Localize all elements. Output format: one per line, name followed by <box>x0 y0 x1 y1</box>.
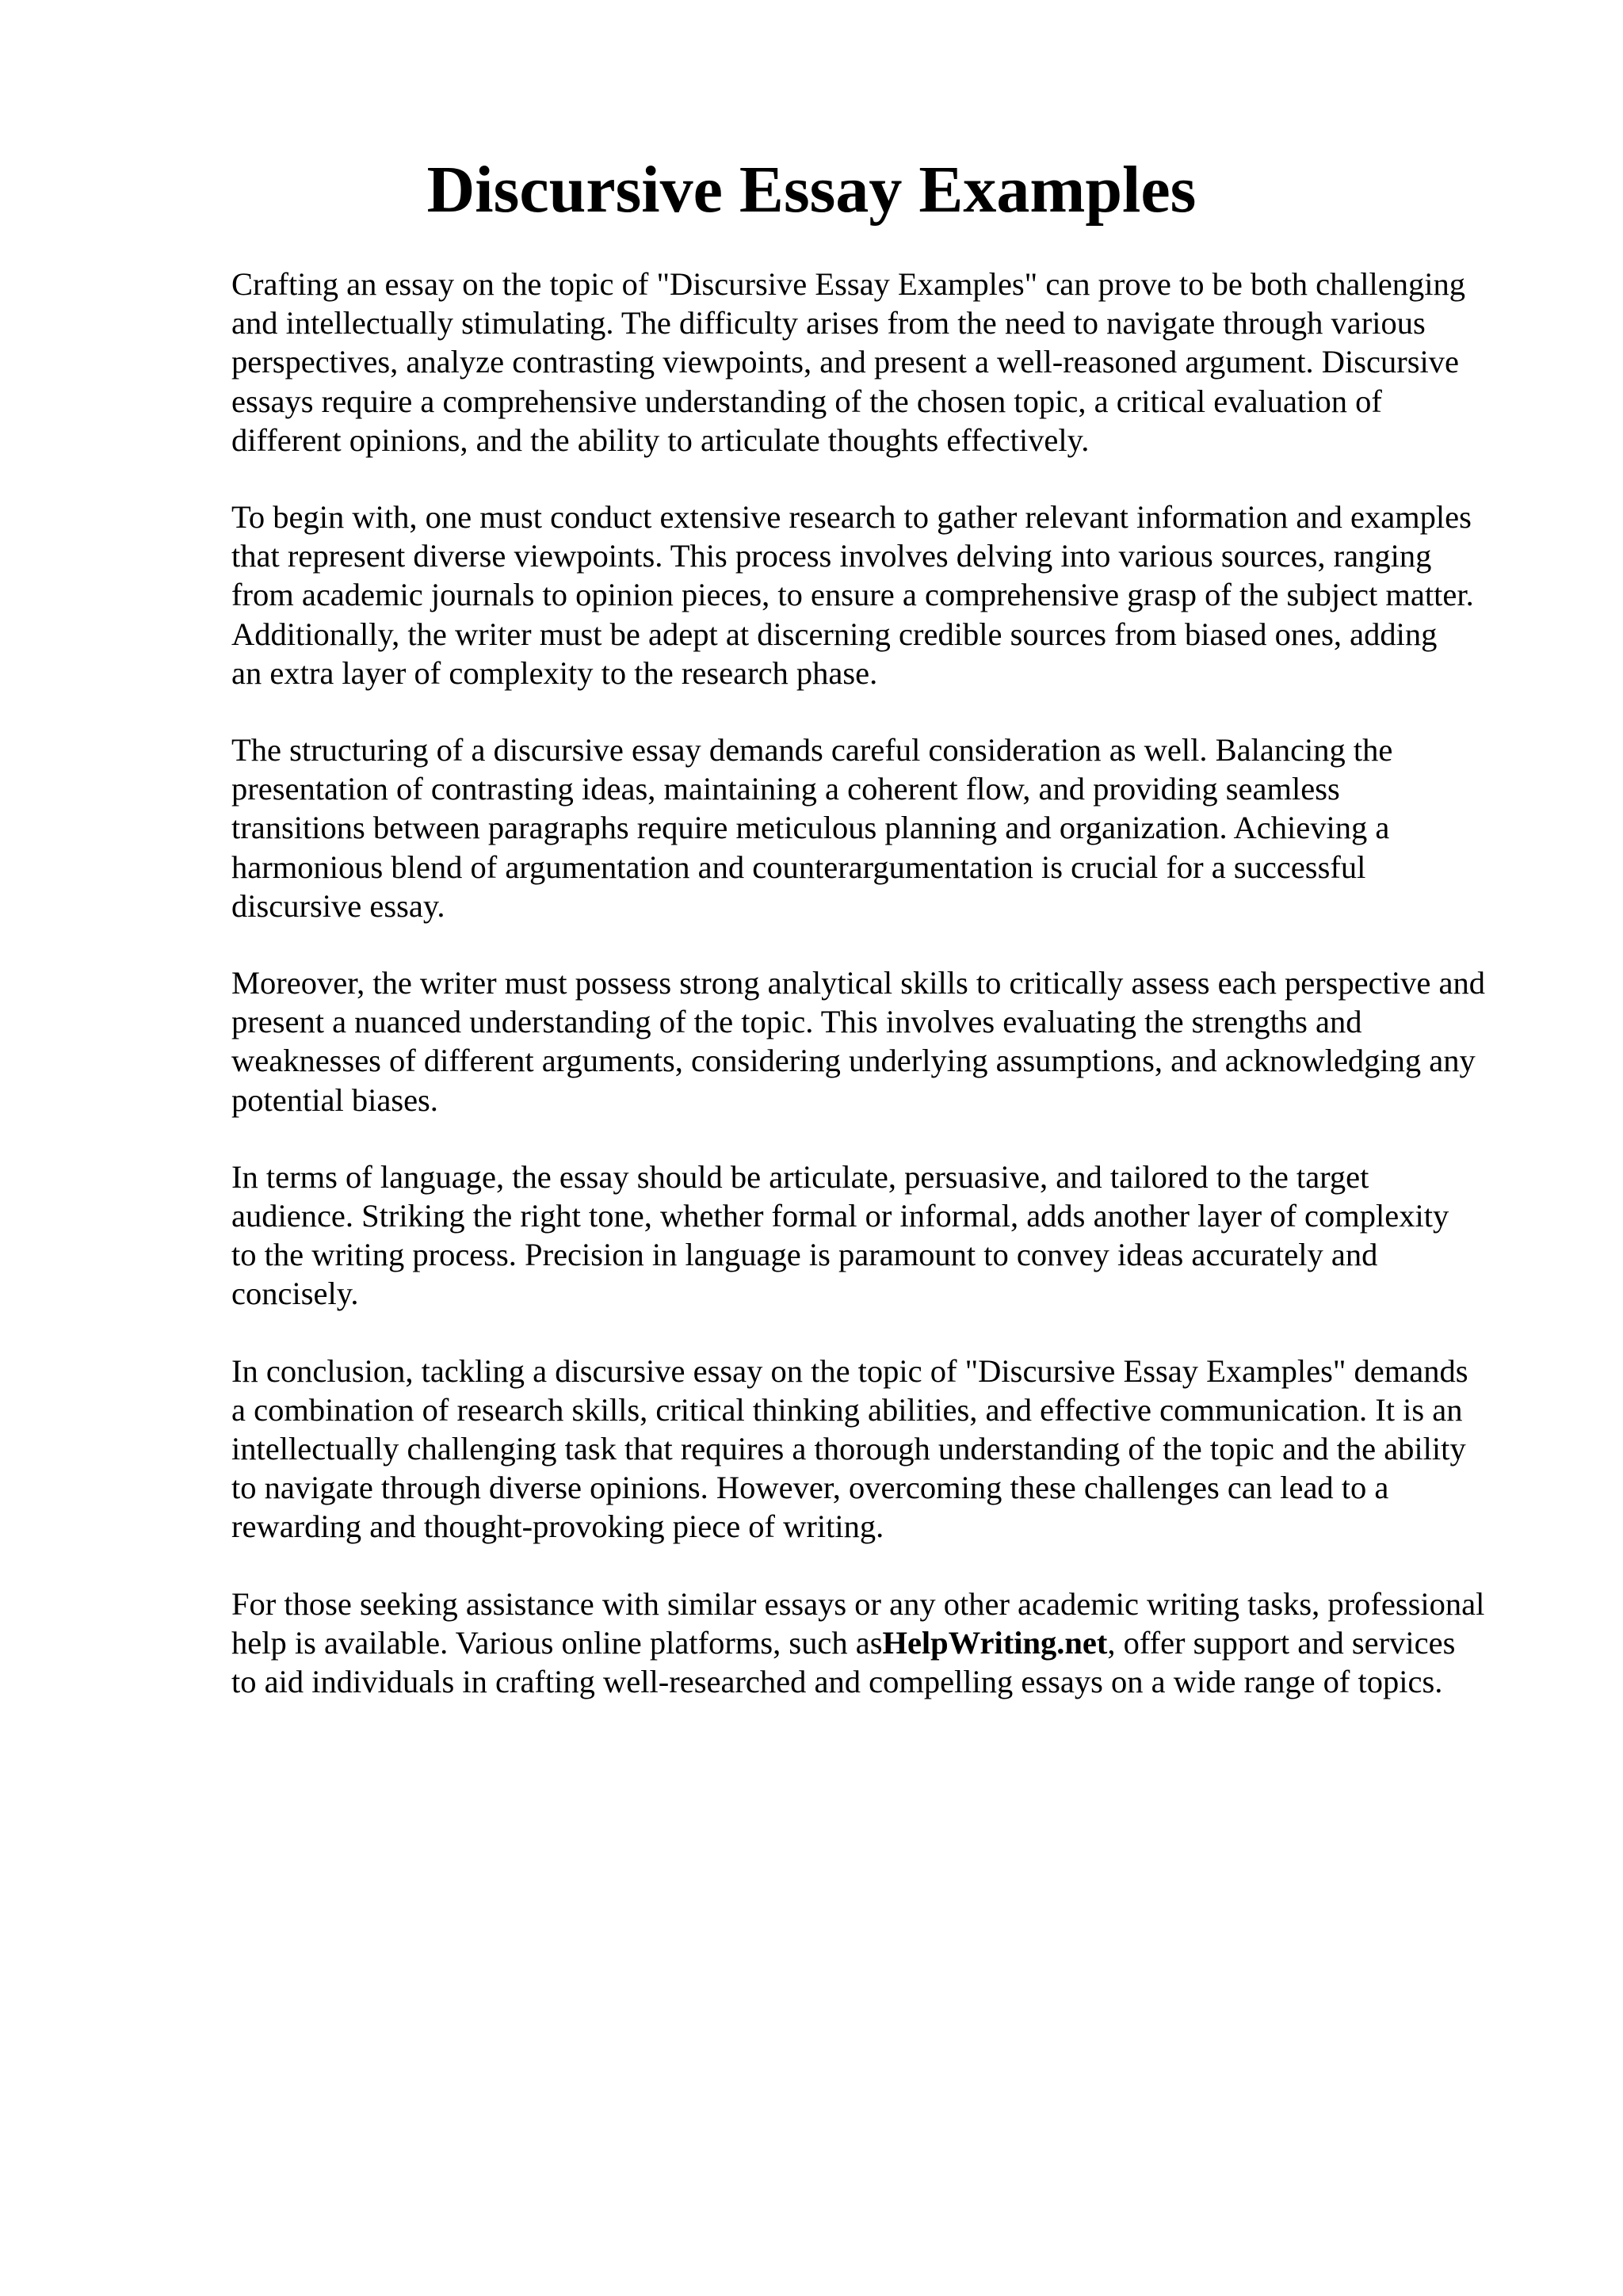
paragraph-language <box>231 1158 1531 1314</box>
text-line: an extra layer of complexity to the research phase. <box>231 654 878 691</box>
text-line: intellectually challenging task that requires a thorough understanding of the topic and the ability <box>231 1431 1466 1467</box>
paragraph-research <box>231 498 1531 692</box>
text-line: Moreover, the writer must possess strong analytical skills to critically assess each perspective and <box>231 965 1485 1001</box>
text-line: In terms of language, the essay should be articulate, persuasive, and tailored to the target <box>231 1158 1369 1195</box>
text-line: weaknesses of different arguments, considering underlying assumptions, and acknowledging any <box>231 1043 1476 1079</box>
text-line: different opinions, and the ability to articulate thoughts effectively. <box>231 421 1090 458</box>
text-line: presentation of contrasting ideas, maintaining a coherent flow, and providing seamless <box>231 771 1340 807</box>
text-line: and intellectually stimulating. The difficulty arises from the need to navigate through various <box>231 305 1426 341</box>
text-line: essays require a comprehensive understanding of the chosen topic, a critical evaluation of <box>231 383 1382 419</box>
text-line: In conclusion, tackling a discursive essay on the topic of "Discursive Essay Examples" demands <box>231 1352 1468 1389</box>
text-line: harmonious blend of argumentation and counterargumentation is crucial for a successful <box>231 849 1366 885</box>
essay-body <box>231 265 1531 1739</box>
text-line: from academic journals to opinion pieces, to ensure a comprehensive grasp of the subject matter. <box>231 577 1474 613</box>
closing-text-before-brand: help is available. Various online platforms, such as <box>231 1624 883 1661</box>
text-line: a combination of research skills, critical thinking abilities, and effective communication. It is an <box>231 1391 1463 1428</box>
text-line: Additionally, the writer must be adept at discerning credible sources from biased ones, adding <box>231 616 1438 652</box>
text-line: audience. Striking the right tone, whether formal or informal, adds another layer of complexity <box>231 1198 1449 1234</box>
helpwriting-brand-link[interactable]: HelpWriting.net <box>882 1624 1108 1661</box>
text-line: discursive essay. <box>231 887 445 924</box>
text-line: to the writing process. Precision in language is paramount to convey ideas accurately and <box>231 1237 1378 1273</box>
text-line: perspectives, analyze contrasting viewpoints, and present a well-reasoned argument. Discursive <box>231 344 1459 380</box>
paragraph-closing <box>231 1585 1531 1702</box>
text-line: The structuring of a discursive essay demands careful consideration as well. Balancing the <box>231 732 1393 769</box>
text-line: To begin with, one must conduct extensive research to gather relevant information and examples <box>231 499 1472 536</box>
text-line: concisely. <box>231 1276 359 1312</box>
text-line: For those seeking assistance with similar essays or any other academic writing tasks, professional <box>231 1585 1485 1622</box>
paragraph-analysis <box>231 963 1531 1119</box>
closing-text-after-brand: , offer support and services <box>1107 1624 1456 1661</box>
page-title: Discursive Essay Examples <box>426 153 1197 227</box>
text-line: potential biases. <box>231 1081 438 1118</box>
text-line: Crafting an essay on the topic of "Discursive Essay Examples" can prove to be both challenging <box>231 266 1466 302</box>
text-line: rewarding and thought-provoking piece of writing. <box>231 1508 884 1545</box>
paragraph-intro <box>231 265 1531 460</box>
text-line: present a nuanced understanding of the topic. This involves evaluating the strengths and <box>231 1004 1362 1040</box>
text-line: transitions between paragraphs require meticulous planning and organization. Achieving a <box>231 810 1390 846</box>
paragraph-conclusion <box>231 1352 1531 1547</box>
paragraph-structure <box>231 730 1531 925</box>
text-line: to navigate through diverse opinions. However, overcoming these challenges can lead to a <box>231 1470 1389 1506</box>
text-line: to aid individuals in crafting well-researched and compelling essays on a wide range of topics. <box>231 1664 1443 1700</box>
text-line: that represent diverse viewpoints. This process involves delving into various sources, ranging <box>231 538 1432 574</box>
text-line-with-brand <box>231 1623 1531 1662</box>
